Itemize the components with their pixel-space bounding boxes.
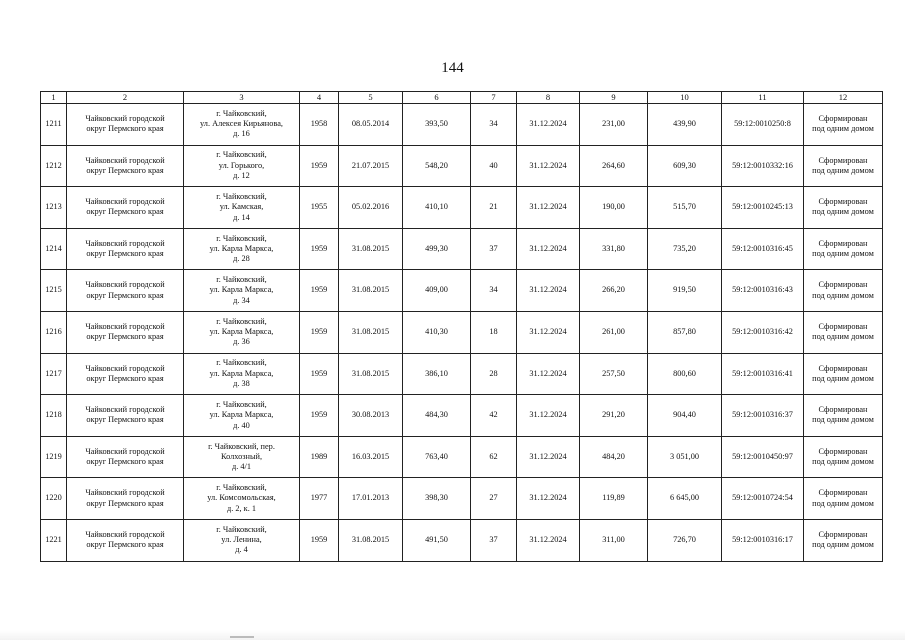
year-cell: 1977 (300, 478, 339, 520)
municipality-cell (67, 436, 184, 478)
address-cell (184, 395, 300, 437)
status-cell-line: под одним домом (812, 498, 874, 508)
status-cell (804, 228, 883, 270)
municipality-cell-line: округ Пермского края (86, 207, 164, 217)
address-cell-line: д. 4/1 (232, 462, 251, 472)
address-cell-line: Колхозный, (220, 451, 263, 461)
row-id-cell: 1215 (41, 270, 67, 312)
municipality-cell (67, 104, 184, 146)
status-cell-line: Сформирован (818, 446, 868, 456)
cadastral-number-cell: 59:12:0010316:42 (722, 311, 804, 353)
municipality-cell (67, 187, 184, 229)
table-row (41, 145, 883, 187)
page-number: 144 (441, 60, 464, 76)
address-cell-line: д. 40 (233, 420, 250, 430)
year-cell: 1959 (300, 519, 339, 561)
status-cell-line: под одним домом (812, 249, 874, 259)
value10-cell: 735,20 (648, 228, 722, 270)
row-id-cell: 1211 (41, 104, 67, 146)
area-cell: 410,30 (403, 311, 471, 353)
address-cell-line: д. 14 (233, 212, 250, 222)
date-cell: 31.08.2015 (339, 228, 403, 270)
value9-cell: 264,60 (580, 145, 648, 187)
value10-cell: 515,70 (648, 187, 722, 229)
area-cell: 763,40 (403, 436, 471, 478)
municipality-cell-line: Чайковский городской (85, 321, 165, 331)
column-header: 2 (67, 92, 184, 104)
status-cell-line: Сформирован (818, 197, 868, 207)
municipality-cell-line: Чайковский городской (85, 155, 165, 165)
deadline-cell: 31.12.2024 (517, 270, 580, 312)
address-cell-line: ул. Горького, (218, 160, 265, 170)
status-cell-line: под одним домом (812, 540, 874, 550)
year-cell: 1959 (300, 145, 339, 187)
cadastral-number-cell: 59:12:0010245:13 (722, 187, 804, 229)
address-cell-line: г. Чайковский, (216, 358, 267, 368)
municipality-cell-line: округ Пермского края (86, 373, 164, 383)
year-cell: 1959 (300, 311, 339, 353)
address-cell-line: д. 34 (233, 295, 250, 305)
municipality-cell-line: Чайковский городской (85, 238, 165, 248)
municipality-cell-line: округ Пермского края (86, 124, 164, 134)
status-cell-line: под одним домом (812, 457, 874, 467)
area-cell: 398,30 (403, 478, 471, 520)
table-row (41, 104, 883, 146)
area-cell: 484,30 (403, 395, 471, 437)
address-cell-line: г. Чайковский, (216, 275, 267, 285)
date-cell: 31.08.2015 (339, 519, 403, 561)
year-cell: 1955 (300, 187, 339, 229)
value9-cell: 190,00 (580, 187, 648, 229)
value9-cell: 266,20 (580, 270, 648, 312)
value9-cell: 291,20 (580, 395, 648, 437)
deadline-cell: 31.12.2024 (517, 104, 580, 146)
address-cell-line: ул. Алексея Кирьянова, (200, 119, 283, 129)
address-cell-line: ул. Камская, (219, 202, 264, 212)
municipality-cell (67, 311, 184, 353)
status-cell-line: Сформирован (818, 280, 868, 290)
year-cell: 1959 (300, 395, 339, 437)
value9-cell: 257,50 (580, 353, 648, 395)
deadline-cell: 31.12.2024 (517, 145, 580, 187)
value10-cell: 726,70 (648, 519, 722, 561)
municipality-cell-line: округ Пермского края (86, 249, 164, 259)
address-cell-line: г. Чайковский, (216, 233, 267, 243)
year-cell: 1959 (300, 270, 339, 312)
deadline-cell: 31.12.2024 (517, 519, 580, 561)
count-cell: 37 (471, 228, 517, 270)
status-cell (804, 270, 883, 312)
table-row (41, 519, 883, 561)
municipality-cell (67, 519, 184, 561)
status-cell-line: под одним домом (812, 415, 874, 425)
area-cell: 409,00 (403, 270, 471, 312)
address-cell (184, 436, 300, 478)
value9-cell: 231,00 (580, 104, 648, 146)
address-cell-line: ул. Карла Маркса, (209, 243, 274, 253)
row-id-cell: 1214 (41, 228, 67, 270)
deadline-cell: 31.12.2024 (517, 478, 580, 520)
address-cell (184, 478, 300, 520)
date-cell: 05.02.2016 (339, 187, 403, 229)
municipality-cell-line: округ Пермского края (86, 332, 164, 342)
column-header: 11 (722, 92, 804, 104)
status-cell (804, 145, 883, 187)
area-cell: 386,10 (403, 353, 471, 395)
status-cell-line: Сформирован (818, 405, 868, 415)
column-header: 10 (648, 92, 722, 104)
value9-cell: 311,00 (580, 519, 648, 561)
row-id-cell: 1219 (41, 436, 67, 478)
scan-mark (230, 636, 254, 638)
row-id-cell: 1220 (41, 478, 67, 520)
status-cell-line: под одним домом (812, 124, 874, 134)
row-id-cell: 1221 (41, 519, 67, 561)
status-cell-line: под одним домом (812, 373, 874, 383)
count-cell: 42 (471, 395, 517, 437)
scan-edge-shadow (0, 630, 905, 640)
municipality-cell-line: Чайковский городской (85, 488, 165, 498)
date-cell: 21.07.2015 (339, 145, 403, 187)
column-header: 3 (184, 92, 300, 104)
column-header: 8 (517, 92, 580, 104)
count-cell: 34 (471, 270, 517, 312)
column-header: 5 (339, 92, 403, 104)
municipality-cell-line: округ Пермского края (86, 165, 164, 175)
area-cell: 548,20 (403, 145, 471, 187)
address-cell-line: д. 36 (233, 337, 250, 347)
address-cell-line: д. 12 (233, 171, 250, 181)
row-id-cell: 1212 (41, 145, 67, 187)
deadline-cell: 31.12.2024 (517, 187, 580, 229)
table-row (41, 436, 883, 478)
municipality-cell-line: Чайковский городской (85, 197, 165, 207)
column-header: 1 (41, 92, 67, 104)
value10-cell: 904,40 (648, 395, 722, 437)
address-cell-line: ул. Комсомольская, (207, 493, 276, 503)
deadline-cell: 31.12.2024 (517, 228, 580, 270)
municipality-cell-line: Чайковский городской (85, 280, 165, 290)
status-cell (804, 519, 883, 561)
address-cell (184, 270, 300, 312)
cadastral-number-cell: 59:12:0010450:97 (722, 436, 804, 478)
row-id-cell: 1213 (41, 187, 67, 229)
address-cell (184, 519, 300, 561)
value10-cell: 857,80 (648, 311, 722, 353)
municipality-cell (67, 270, 184, 312)
value9-cell: 484,20 (580, 436, 648, 478)
address-cell-line: д. 16 (233, 129, 250, 139)
address-cell (184, 104, 300, 146)
address-cell (184, 187, 300, 229)
address-cell-line: д. 38 (233, 379, 250, 389)
table-row (41, 228, 883, 270)
status-cell (804, 104, 883, 146)
area-cell: 499,30 (403, 228, 471, 270)
row-id-cell: 1218 (41, 395, 67, 437)
municipality-cell (67, 145, 184, 187)
municipality-cell (67, 228, 184, 270)
area-cell: 410,10 (403, 187, 471, 229)
address-cell-line: ул. Карла Маркса, (209, 327, 274, 337)
status-cell-line: Сформирован (818, 321, 868, 331)
count-cell: 40 (471, 145, 517, 187)
address-cell-line: ул. Карла Маркса, (209, 410, 274, 420)
address-cell-line: г. Чайковский, (216, 191, 267, 201)
status-cell-line: Сформирован (818, 363, 868, 373)
municipality-cell-line: округ Пермского края (86, 457, 164, 467)
table-row (41, 270, 883, 312)
row-id-cell: 1217 (41, 353, 67, 395)
column-header: 7 (471, 92, 517, 104)
status-cell-line: под одним домом (812, 165, 874, 175)
address-cell (184, 311, 300, 353)
count-cell: 27 (471, 478, 517, 520)
municipality-cell-line: Чайковский городской (85, 446, 165, 456)
status-cell-line: Сформирован (818, 529, 868, 539)
status-cell-line: Сформирован (818, 488, 868, 498)
address-cell-line: ул. Ленина, (221, 535, 262, 545)
status-cell (804, 436, 883, 478)
deadline-cell: 31.12.2024 (517, 436, 580, 478)
count-cell: 28 (471, 353, 517, 395)
address-cell (184, 145, 300, 187)
value10-cell: 919,50 (648, 270, 722, 312)
count-cell: 18 (471, 311, 517, 353)
date-cell: 30.08.2013 (339, 395, 403, 437)
value10-cell: 439,90 (648, 104, 722, 146)
address-cell-line: г. Чайковский, пер. (208, 441, 275, 451)
count-cell: 21 (471, 187, 517, 229)
municipality-cell-line: округ Пермского края (86, 290, 164, 300)
address-cell-line: г. Чайковский, (216, 483, 267, 493)
municipality-cell (67, 395, 184, 437)
address-cell-line: д. 28 (233, 254, 250, 264)
cadastral-number-cell: 59:12:0010316:41 (722, 353, 804, 395)
year-cell: 1959 (300, 353, 339, 395)
value10-cell: 6 645,00 (648, 478, 722, 520)
address-cell-line: г. Чайковский, (216, 399, 267, 409)
cadastral-number-cell: 59:12:0010332:16 (722, 145, 804, 187)
date-cell: 31.08.2015 (339, 311, 403, 353)
area-cell: 491,50 (403, 519, 471, 561)
status-cell-line: Сформирован (818, 113, 868, 123)
status-cell (804, 353, 883, 395)
column-number-row (41, 92, 883, 104)
year-cell: 1958 (300, 104, 339, 146)
status-cell-line: под одним домом (812, 290, 874, 300)
cadastral-number-cell: 59:12:0010250:8 (722, 104, 804, 146)
status-cell (804, 187, 883, 229)
municipality-cell-line: округ Пермского края (86, 540, 164, 550)
cadastral-number-cell: 59:12:0010724:54 (722, 478, 804, 520)
status-cell (804, 478, 883, 520)
count-cell: 37 (471, 519, 517, 561)
address-cell-line: ул. Карла Маркса, (209, 285, 274, 295)
address-cell-line: г. Чайковский, (216, 150, 267, 160)
address-cell (184, 228, 300, 270)
deadline-cell: 31.12.2024 (517, 353, 580, 395)
municipality-cell-line: округ Пермского края (86, 415, 164, 425)
year-cell: 1959 (300, 228, 339, 270)
cadastral-number-cell: 59:12:0010316:37 (722, 395, 804, 437)
municipality-cell (67, 478, 184, 520)
value9-cell: 119,89 (580, 478, 648, 520)
address-cell-line: д. 4 (235, 545, 248, 555)
column-header: 12 (804, 92, 883, 104)
address-cell-line: ул. Карла Маркса, (209, 368, 274, 378)
status-cell-line: под одним домом (812, 207, 874, 217)
area-cell: 393,50 (403, 104, 471, 146)
value10-cell: 3 051,00 (648, 436, 722, 478)
row-id-cell: 1216 (41, 311, 67, 353)
table-body (41, 104, 883, 562)
count-cell: 62 (471, 436, 517, 478)
date-cell: 16.03.2015 (339, 436, 403, 478)
count-cell: 34 (471, 104, 517, 146)
table-row (41, 187, 883, 229)
housing-registry-table (40, 91, 883, 562)
table-row (41, 395, 883, 437)
date-cell: 17.01.2013 (339, 478, 403, 520)
status-cell (804, 311, 883, 353)
status-cell-line: под одним домом (812, 332, 874, 342)
cadastral-number-cell: 59:12:0010316:43 (722, 270, 804, 312)
municipality-cell-line: Чайковский городской (85, 405, 165, 415)
value10-cell: 800,60 (648, 353, 722, 395)
municipality-cell-line: Чайковский городской (85, 529, 165, 539)
cadastral-number-cell: 59:12:0010316:45 (722, 228, 804, 270)
status-cell (804, 395, 883, 437)
address-cell-line: г. Чайковский, (216, 108, 267, 118)
value10-cell: 609,30 (648, 145, 722, 187)
date-cell: 31.08.2015 (339, 270, 403, 312)
cadastral-number-cell: 59:12:0010316:17 (722, 519, 804, 561)
deadline-cell: 31.12.2024 (517, 311, 580, 353)
status-cell-line: Сформирован (818, 238, 868, 248)
date-cell: 08.05.2014 (339, 104, 403, 146)
table-row (41, 478, 883, 520)
status-cell-line: Сформирован (818, 155, 868, 165)
address-cell-line: г. Чайковский, (216, 524, 267, 534)
municipality-cell-line: округ Пермского края (86, 498, 164, 508)
municipality-cell (67, 353, 184, 395)
address-cell-line: д. 2, к. 1 (227, 503, 256, 513)
column-header: 9 (580, 92, 648, 104)
address-cell (184, 353, 300, 395)
table-row (41, 353, 883, 395)
value9-cell: 331,80 (580, 228, 648, 270)
column-header: 4 (300, 92, 339, 104)
year-cell: 1989 (300, 436, 339, 478)
value9-cell: 261,00 (580, 311, 648, 353)
deadline-cell: 31.12.2024 (517, 395, 580, 437)
address-cell-line: г. Чайковский, (216, 316, 267, 326)
municipality-cell-line: Чайковский городской (85, 363, 165, 373)
municipality-cell-line: Чайковский городской (85, 113, 165, 123)
table-row (41, 311, 883, 353)
column-header: 6 (403, 92, 471, 104)
date-cell: 31.08.2015 (339, 353, 403, 395)
